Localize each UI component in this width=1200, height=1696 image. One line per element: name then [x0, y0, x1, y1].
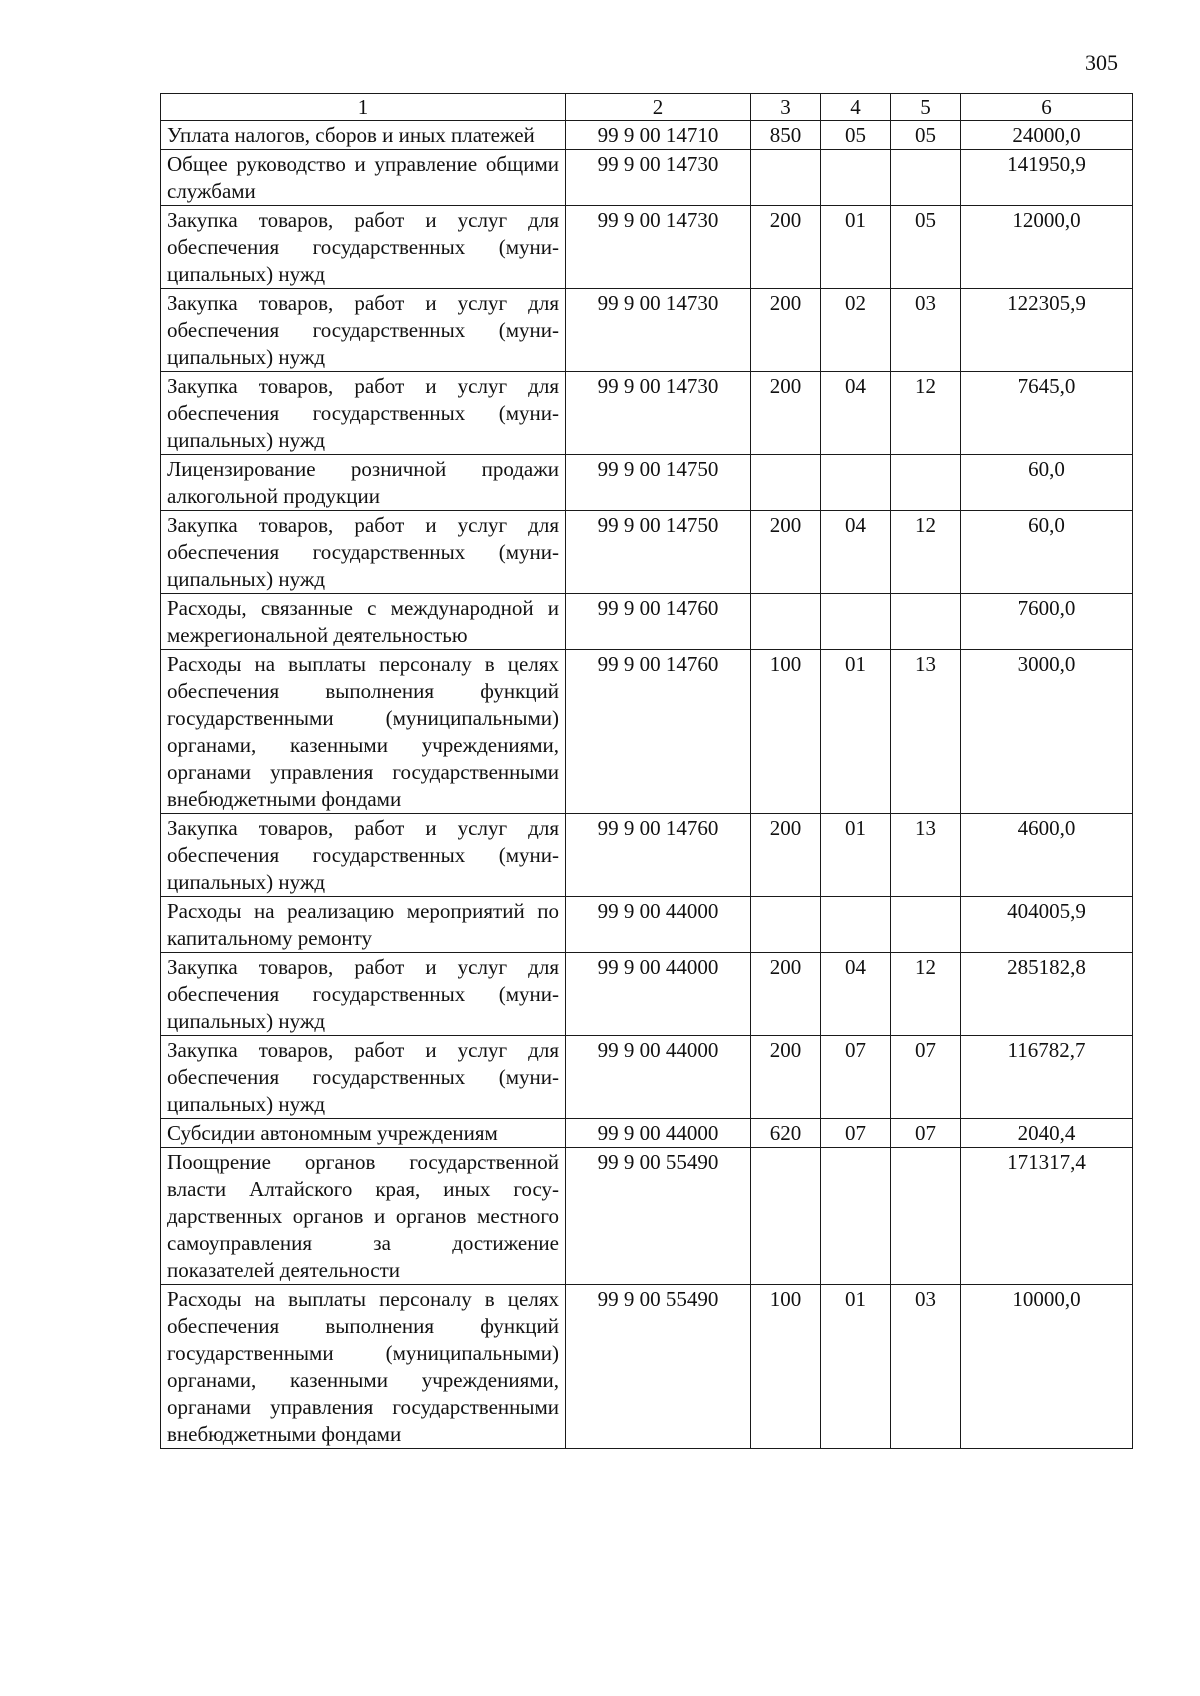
row-section: 04 [821, 511, 891, 594]
row-name: Общее руководство и управление общими службами [161, 150, 566, 206]
table-row [161, 1036, 1133, 1119]
table-row [161, 150, 1133, 206]
row-code: 99 9 00 55490 [566, 1148, 751, 1285]
row-amount: 60,0 [961, 511, 1133, 594]
table-row [161, 1285, 1133, 1449]
row-name: Расходы на выплаты персоналу в целях обеспечения выполнения функций государственными (муниципальными) органами, казенными учреждениями, органами управления государственными внебюджетными фондами [161, 650, 566, 814]
row-amount: 7645,0 [961, 372, 1133, 455]
row-code: 99 9 00 44000 [566, 897, 751, 953]
column-header-5: 5 [891, 94, 961, 121]
column-header-1: 1 [161, 94, 566, 121]
row-expense-type: 850 [751, 121, 821, 150]
row-amount: 4600,0 [961, 814, 1133, 897]
table-row [161, 1148, 1133, 1285]
row-code: 99 9 00 14750 [566, 511, 751, 594]
row-subsection: 12 [891, 953, 961, 1036]
row-subsection: 03 [891, 289, 961, 372]
row-subsection: 05 [891, 121, 961, 150]
row-section: 01 [821, 814, 891, 897]
row-section: 04 [821, 953, 891, 1036]
row-subsection: 13 [891, 814, 961, 897]
table-body [161, 121, 1133, 1449]
row-name: Расходы на реализацию мероприятий по капитальному ремонту [161, 897, 566, 953]
row-name: Закупка товаров, работ и услуг для обеспечения государственных (муниципальных) нужд [161, 1036, 566, 1119]
row-name: Закупка товаров, работ и услуг для обеспечения государственных (муниципальных) нужд [161, 511, 566, 594]
row-expense-type: 100 [751, 650, 821, 814]
column-header-2: 2 [566, 94, 751, 121]
row-name: Закупка товаров, работ и услуг для обеспечения государственных (муниципальных) нужд [161, 372, 566, 455]
row-amount: 24000,0 [961, 121, 1133, 150]
row-amount: 122305,9 [961, 289, 1133, 372]
table-row [161, 455, 1133, 511]
row-code: 99 9 00 14760 [566, 594, 751, 650]
row-code: 99 9 00 55490 [566, 1285, 751, 1449]
table-row [161, 594, 1133, 650]
table-row [161, 650, 1133, 814]
row-expense-type [751, 897, 821, 953]
row-code: 99 9 00 14730 [566, 372, 751, 455]
column-header-4: 4 [821, 94, 891, 121]
table-row [161, 289, 1133, 372]
row-name: Закупка товаров, работ и услуг для обеспечения государственных (муниципальных) нужд [161, 206, 566, 289]
row-amount: 7600,0 [961, 594, 1133, 650]
page-number: 305 [1085, 50, 1118, 75]
row-expense-type [751, 594, 821, 650]
row-name: Расходы, связанные с международной и межрегиональной деятельностью [161, 594, 566, 650]
row-section [821, 1148, 891, 1285]
row-amount: 12000,0 [961, 206, 1133, 289]
row-section: 07 [821, 1036, 891, 1119]
row-subsection [891, 455, 961, 511]
column-header-6: 6 [961, 94, 1133, 121]
row-code: 99 9 00 44000 [566, 953, 751, 1036]
row-name: Закупка товаров, работ и услуг для обеспечения государственных (муниципальных) нужд [161, 814, 566, 897]
row-amount: 60,0 [961, 455, 1133, 511]
row-code: 99 9 00 14760 [566, 814, 751, 897]
row-expense-type: 200 [751, 511, 821, 594]
row-name: Поощрение органов государственной власти Алтайского края, иных государственных органов и органов местного самоуправления за достижение показателей деятельности [161, 1148, 566, 1285]
row-expense-type [751, 150, 821, 206]
row-expense-type: 200 [751, 814, 821, 897]
row-subsection: 03 [891, 1285, 961, 1449]
table-row [161, 206, 1133, 289]
table-row [161, 121, 1133, 150]
row-expense-type: 200 [751, 372, 821, 455]
row-section [821, 897, 891, 953]
row-name: Уплата налогов, сборов и иных платежей [161, 121, 566, 150]
budget-table [160, 93, 1133, 1449]
row-amount: 10000,0 [961, 1285, 1133, 1449]
row-section [821, 594, 891, 650]
table-row [161, 1119, 1133, 1148]
row-section: 01 [821, 206, 891, 289]
row-code: 99 9 00 14730 [566, 206, 751, 289]
row-expense-type: 200 [751, 206, 821, 289]
row-code: 99 9 00 14730 [566, 150, 751, 206]
row-section: 01 [821, 1285, 891, 1449]
row-subsection [891, 594, 961, 650]
row-section [821, 150, 891, 206]
row-expense-type [751, 1148, 821, 1285]
row-code: 99 9 00 44000 [566, 1036, 751, 1119]
row-section: 04 [821, 372, 891, 455]
row-code: 99 9 00 14710 [566, 121, 751, 150]
row-code: 99 9 00 44000 [566, 1119, 751, 1148]
row-section [821, 455, 891, 511]
row-subsection: 07 [891, 1119, 961, 1148]
row-expense-type: 620 [751, 1119, 821, 1148]
row-amount: 171317,4 [961, 1148, 1133, 1285]
table-row [161, 814, 1133, 897]
table-row [161, 372, 1133, 455]
row-subsection [891, 1148, 961, 1285]
row-subsection: 12 [891, 511, 961, 594]
row-name: Закупка товаров, работ и услуг для обеспечения государственных (муниципальных) нужд [161, 953, 566, 1036]
row-amount: 3000,0 [961, 650, 1133, 814]
row-subsection: 12 [891, 372, 961, 455]
row-expense-type: 200 [751, 1036, 821, 1119]
row-amount: 116782,7 [961, 1036, 1133, 1119]
column-header-3: 3 [751, 94, 821, 121]
row-amount: 285182,8 [961, 953, 1133, 1036]
row-code: 99 9 00 14760 [566, 650, 751, 814]
table-header-row [161, 94, 1133, 121]
row-name: Лицензирование розничной продажи алкогольной продукции [161, 455, 566, 511]
row-section: 01 [821, 650, 891, 814]
row-subsection: 13 [891, 650, 961, 814]
table-row [161, 511, 1133, 594]
row-subsection: 07 [891, 1036, 961, 1119]
row-name: Закупка товаров, работ и услуг для обеспечения государственных (муниципальных) нужд [161, 289, 566, 372]
row-section: 07 [821, 1119, 891, 1148]
table-row [161, 897, 1133, 953]
table-row [161, 953, 1133, 1036]
row-subsection [891, 897, 961, 953]
row-section: 02 [821, 289, 891, 372]
row-name: Расходы на выплаты персоналу в целях обеспечения выполнения функций государственными (муниципальными) органами, казенными учреждениями, органами управления государственными внебюджетными фондами [161, 1285, 566, 1449]
row-expense-type: 200 [751, 953, 821, 1036]
row-amount: 404005,9 [961, 897, 1133, 953]
row-amount: 141950,9 [961, 150, 1133, 206]
row-expense-type: 200 [751, 289, 821, 372]
row-code: 99 9 00 14750 [566, 455, 751, 511]
row-expense-type: 100 [751, 1285, 821, 1449]
row-expense-type [751, 455, 821, 511]
row-section: 05 [821, 121, 891, 150]
row-subsection [891, 150, 961, 206]
row-subsection: 05 [891, 206, 961, 289]
row-amount: 2040,4 [961, 1119, 1133, 1148]
row-name: Субсидии автономным учреждениям [161, 1119, 566, 1148]
row-code: 99 9 00 14730 [566, 289, 751, 372]
